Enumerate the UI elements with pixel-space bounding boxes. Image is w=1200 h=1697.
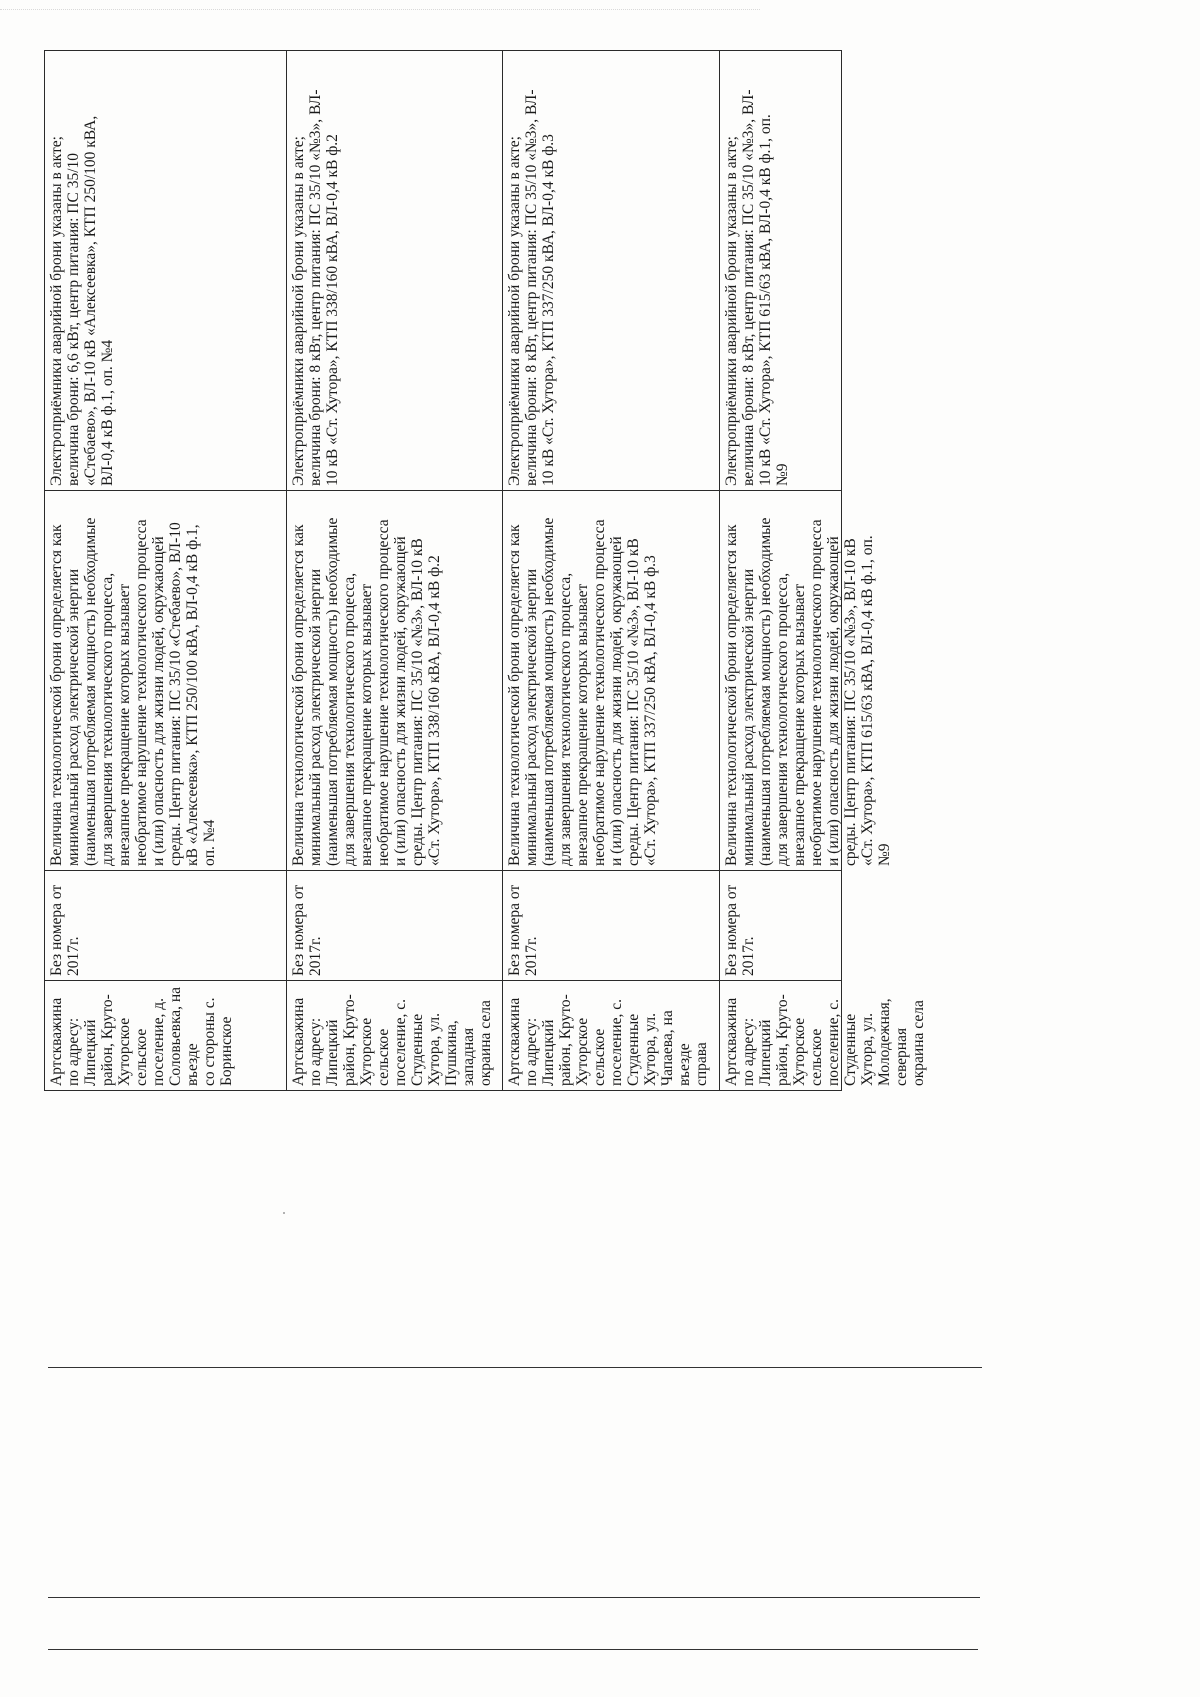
cell-text: Электроприёмники аварийной брони указаны в акте; величина брони: 6,6 кВт, центр питания: ПС 35/10 «Стебаево», ВЛ-10 кВ «Алексеевка», КТП 250/100 кВА, ВЛ-0,4 кВ ф.1, оп. №4 <box>48 115 116 486</box>
cell-text: Величина технологической брони определяется как минимальный расход электрической энергии (наименьшая потребляемая мощность) необходимые для завершения технологического процесса, внезапное прекращение которых вызывает необратимое нарушение технологического процесса и (или) опасность для жизни людей, окружающей среды. Центр питания: ПС 35/10 «№3», ВЛ-10 кВ «Ст. Хутора», КТП 337/250 кВА, ВЛ-0,4 кВ ф.3 <box>506 517 659 866</box>
cell-text: Артскважина по адресу: Липецкий район, Круто- Хуторское сельское поселение, с. Студенные Хутора, ул. Молодежная, северная окраина села <box>723 994 927 1086</box>
document-table <box>44 50 927 1091</box>
table-cell <box>720 981 927 1091</box>
cell-text: Артскважина по адресу: Липецкий район, Круто- Хуторское сельское поселение, с. Студенные Хутора, ул. Пушкина, западная окраина села <box>290 994 494 1086</box>
table-cell <box>45 981 287 1091</box>
cell-text: Величина технологической брони определяется как минимальный расход электрической энергии (наименьшая потребляемая мощность) необходимые для завершения технологического процесса, внезапное прекращение которых вызывает необратимое нарушение технологического процесса и (или) опасность для жизни людей, окружающей среды. Центр питания: ПС 35/10 «№3», ВЛ-10 кВ «Ст. Хутора», КТП 615/63 кВА, ВЛ-0,4 кВ ф.1, оп. №9 <box>723 517 893 866</box>
column-object-address <box>45 981 842 1091</box>
column-act-document <box>45 871 842 981</box>
table-cell <box>287 981 503 1091</box>
cell-text: Без номера от 2017г. <box>48 884 82 976</box>
table-cell <box>720 51 842 491</box>
cell-text: Электроприёмники аварийной брони указаны в акте; величина брони: 8 кВт, центр питания: ПС 35/10 «№3», ВЛ- 10 кВ «Ст. Хутора», КТП 615/63 кВА, ВЛ-0,4 кВ ф.1, оп. №9 <box>723 89 791 486</box>
scan-dust-dot <box>283 1212 285 1214</box>
table-cell <box>45 491 287 871</box>
cell-text: Величина технологической брони определяется как минимальный расход электрической энергии (наименьшая потребляемая мощность) необходимые для завершения технологического процесса, внезапное прекращение которых вызывает необратимое нарушение технологического процесса и (или) опасность для жизни людей, окружающей среды. Центр питания: ПС 35/10 «№3», ВЛ-10 кВ «Ст. Хутора», КТП 338/160 кВА, ВЛ-0,4 кВ ф.2 <box>290 517 443 866</box>
table-cell <box>720 491 893 871</box>
cell-text: Величина технологической брони определяется как минимальный расход электрической энергии (наименьшая потребляемая мощность) необходимые для завершения технологического процесса, внезапное прекращение которых вызывает необратимое нарушение технологического процесса и (или) опасность для жизни людей, окружающей среды. Центр питания: ПС 35/10 «Стебаево», ВЛ-10 кВ «Алексеевка», КТП 250/100 кВА, ВЛ-0,4 кВ ф.1, оп. №4 <box>48 517 218 866</box>
column-emergency-reserve <box>45 51 842 491</box>
cell-text: Без номера от 2017г. <box>723 884 757 976</box>
table-cell <box>287 491 503 871</box>
table-cell <box>503 491 720 871</box>
signature-rule <box>48 1649 978 1650</box>
cell-text: Электроприёмники аварийной брони указаны в акте; величина брони: 8 кВт, центр питания: ПС 35/10 «№3», ВЛ- 10 кВ «Ст. Хутора», КТП 337/250 кВА, ВЛ-0,4 кВ ф.3 <box>506 89 557 486</box>
table-cell <box>287 871 503 981</box>
table-cell <box>720 871 842 981</box>
table-cell <box>503 51 720 491</box>
table-cell <box>503 981 720 1091</box>
table-cell <box>503 871 720 981</box>
cell-text: Электроприёмники аварийной брони указаны в акте; величина брони: 8 кВт, центр питания: ПС 35/10 «№3», ВЛ- 10 кВ «Ст. Хутора», КТП 338/160 кВА, ВЛ-0,4 кВ ф.2 <box>290 89 341 486</box>
table-cell <box>45 51 287 491</box>
signature-rule <box>48 1597 980 1598</box>
table-cell <box>287 51 503 491</box>
cell-text: Артскважина по адресу: Липецкий район, Круто- Хуторское сельское поселение, д. Соловьевка, на въезде со стороны с. Боринское <box>48 986 235 1086</box>
column-technological-reserve <box>45 491 842 871</box>
cell-text: Без номера от 2017г. <box>290 884 324 976</box>
signature-rule <box>48 1367 982 1368</box>
scan-edge-speckle <box>0 9 760 10</box>
table-cell <box>45 871 287 981</box>
cell-text: Без номера от 2017г. <box>506 884 540 976</box>
cell-text: Артскважина по адресу: Липецкий район, Круто- Хуторское сельское поселение, с. Студенные Хутора, ул. Чапаева, на въезде справа <box>506 994 710 1086</box>
